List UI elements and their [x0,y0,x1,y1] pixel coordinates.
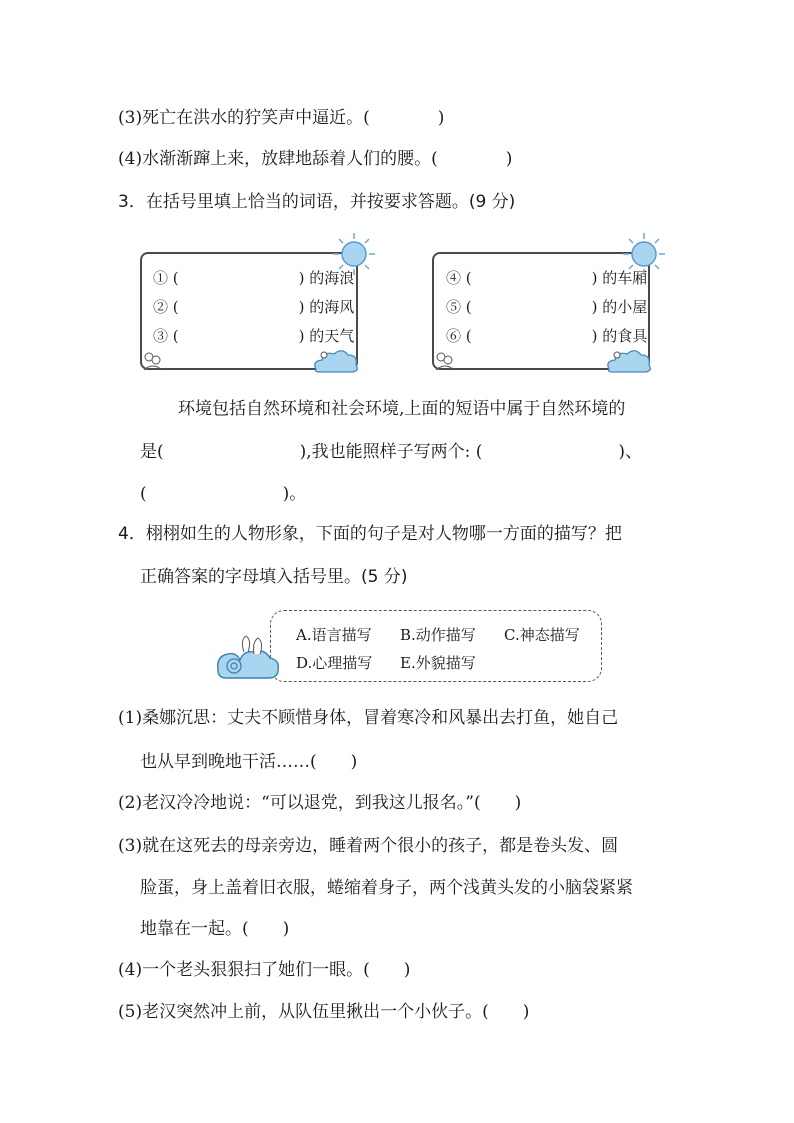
question-4-title-cont: 正确答案的字母填入括号里。(5 分) [140,567,408,587]
phrase-word: 的海风 [309,298,355,316]
option-b: B.动作描写 [400,626,476,644]
question-4-4: (4)一个老头狠狠扫了她们一眼。( ) [118,960,411,980]
option-a: A.语言描写 [296,626,372,644]
flower-icon [432,348,458,372]
phrase-blank[interactable]: ( ) [465,269,598,287]
phrase-word: 的车厢 [602,269,648,287]
phrase-row-4 [446,268,647,288]
sun-icon [622,232,666,276]
phrase-mark: ② [153,298,169,316]
phrase-word: 的天气 [309,327,355,345]
phrase-mark: ⑥ [446,327,462,345]
question-4-3: (3)就在这死去的母亲旁边，睡着两个很小的孩子，都是卷头发、圆 [118,836,619,856]
question-4-3-cont1: 脸蛋，身上盖着旧衣服，蜷缩着身子，两个浅黄头发的小脑袋紧紧 [140,878,633,898]
environment-paragraph-3: ( )。 [140,484,307,504]
question-4-1: (1)桑娜沉思：丈夫不顾惜身体，冒着寒冷和风暴出去打鱼，她自己 [118,708,619,728]
phrase-mark: ① [153,269,169,287]
question-4-5: (5)老汉突然冲上前，从队伍里揪出一个小伙子。( ) [118,1002,530,1022]
flower-snail-icon [214,630,284,682]
phrase-blank[interactable]: ( ) [172,269,305,287]
flower-icon [140,348,166,372]
question-4-1-cont: 也从早到晚地干活……( ) [140,752,358,772]
question-4-title: 4．栩栩如生的人物形象，下面的句子是对人物哪一方面的描写？把 [118,524,622,544]
phrase-blank[interactable]: ( ) [172,327,305,345]
cloud-icon [310,345,362,375]
sun-icon [332,232,376,276]
question-2-4: (4)水渐渐蹿上来，放肆地舔着人们的腰。( ) [118,149,513,169]
option-e: E.外貌描写 [400,654,476,672]
phrase-row-5 [446,297,647,317]
phrase-blank[interactable]: ( ) [172,298,305,316]
phrase-blank[interactable]: ( ) [465,327,598,345]
phrase-word: 的海浪 [309,269,355,287]
phrase-mark: ④ [446,269,462,287]
question-4-3-cont2: 地靠在一起。( ) [140,919,290,939]
phrase-word: 的小屋 [602,298,648,316]
phrase-row-6 [446,326,647,346]
question-3-title: 3．在括号里填上恰当的词语，并按要求答题。(9 分) [118,192,516,212]
option-c: C.神态描写 [504,626,580,644]
phrase-mark: ③ [153,327,169,345]
phrase-mark: ⑤ [446,298,462,316]
environment-paragraph-2: 是( ),我也能照样子写两个: ( )、 [140,442,643,462]
phrase-row-3 [153,326,354,346]
question-2-3: (3)死亡在洪水的狞笑声中逼近。( ) [118,108,445,128]
phrase-blank[interactable]: ( ) [465,298,598,316]
phrase-row-1 [153,268,354,288]
environment-paragraph-1: 环境包括自然环境和社会环境,上面的短语中属于自然环境的 [178,399,626,419]
question-4-2: (2)老汉冷冷地说：“可以退党，到我这儿报名。”( ) [118,793,522,813]
phrase-word: 的食具 [602,327,648,345]
option-d: D.心理描写 [296,654,373,672]
cloud-icon [603,345,655,375]
phrase-row-2 [153,297,354,317]
